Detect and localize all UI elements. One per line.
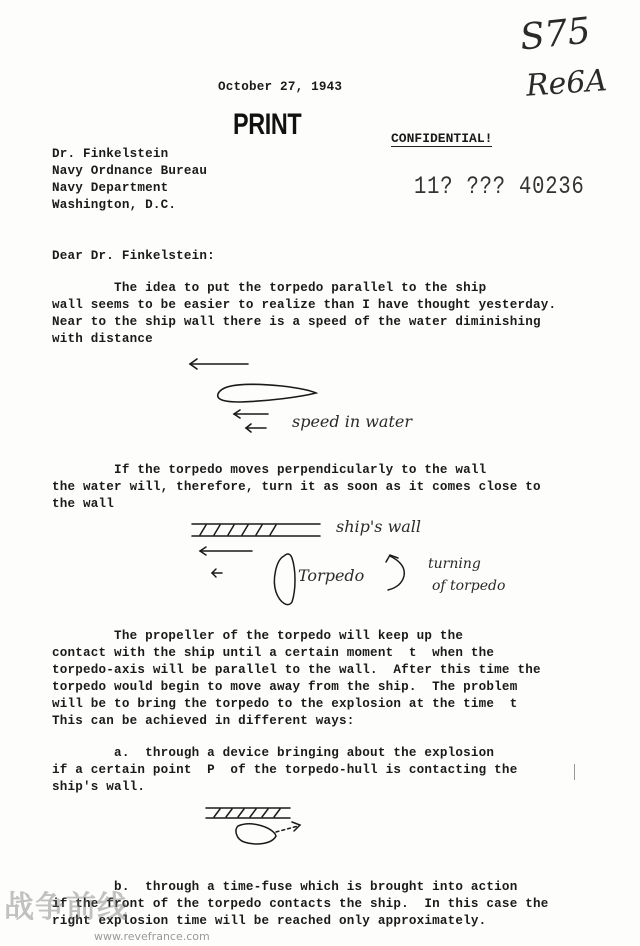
print-stamp: PRINT (233, 108, 302, 141)
body-line: contact with the ship until a certain moment t when the (52, 646, 495, 660)
sketch1-label-speed: speed in water (292, 412, 413, 431)
sketch2-label-of-torpedo: of torpedo (432, 578, 506, 594)
addressee-line: Navy Department (52, 181, 169, 195)
addressee-line: Navy Ordnance Bureau (52, 164, 208, 178)
sketch2-label-turning: turning (428, 556, 481, 572)
sketch2-label-torpedo: Torpedo (298, 566, 365, 585)
body-line: wall seems to be easier to realize than I have thought yesterday. (52, 298, 557, 312)
body-line: the wall (52, 497, 115, 511)
body-line: a. through a device bringing about the explosion (52, 746, 495, 760)
body-line: The idea to put the torpedo parallel to the ship (52, 281, 487, 295)
body-line: This can be achieved in different ways: (52, 714, 355, 728)
handwritten-ref-line2: Re6A (524, 63, 609, 104)
body-line: Near to the ship wall there is a speed of the water diminishing (52, 315, 541, 329)
body-line: right explosion time will be reached only approximately. (52, 914, 487, 928)
addressee-line: Washington, D.C. (52, 198, 177, 212)
addressee-line: Dr. Finkelstein (52, 147, 169, 161)
letter-date: October 27, 1943 (218, 80, 343, 94)
salutation: Dear Dr. Finkelstein: (52, 249, 215, 263)
body-line: will be to bring the torpedo to the explosion at the time t (52, 697, 518, 711)
sketch2-label-wall: ship's wall (336, 517, 422, 536)
watermark-logo: 战争前线 (4, 890, 128, 925)
document-number-stamp: 11? ??? 40236 (414, 172, 585, 201)
body-line: torpedo would begin to move away from the ship. The problem (52, 680, 518, 694)
handwritten-ref-line1: S75 (518, 10, 593, 59)
body-line: with distance (52, 332, 153, 346)
body-line: if a certain point P of the torpedo-hull is contacting the (52, 763, 518, 777)
body-line: If the torpedo moves perpendicularly to the wall (52, 463, 487, 477)
body-line: torpedo-axis will be parallel to the wall. After this time the (52, 663, 541, 677)
body-line: ship's wall. (52, 780, 146, 794)
confidential-marking: CONFIDENTIAL! (391, 131, 493, 146)
body-line: b. through a time-fuse which is brought into action (52, 880, 518, 894)
body-line: the water will, therefore, turn it as soon as it comes close to (52, 480, 541, 494)
margin-mark (574, 764, 575, 780)
body-line: if the front of the torpedo contacts the ship. In this case the (52, 897, 549, 911)
watermark-url: www.revefrance.com (94, 930, 210, 943)
body-line: The propeller of the torpedo will keep up the (52, 629, 464, 643)
